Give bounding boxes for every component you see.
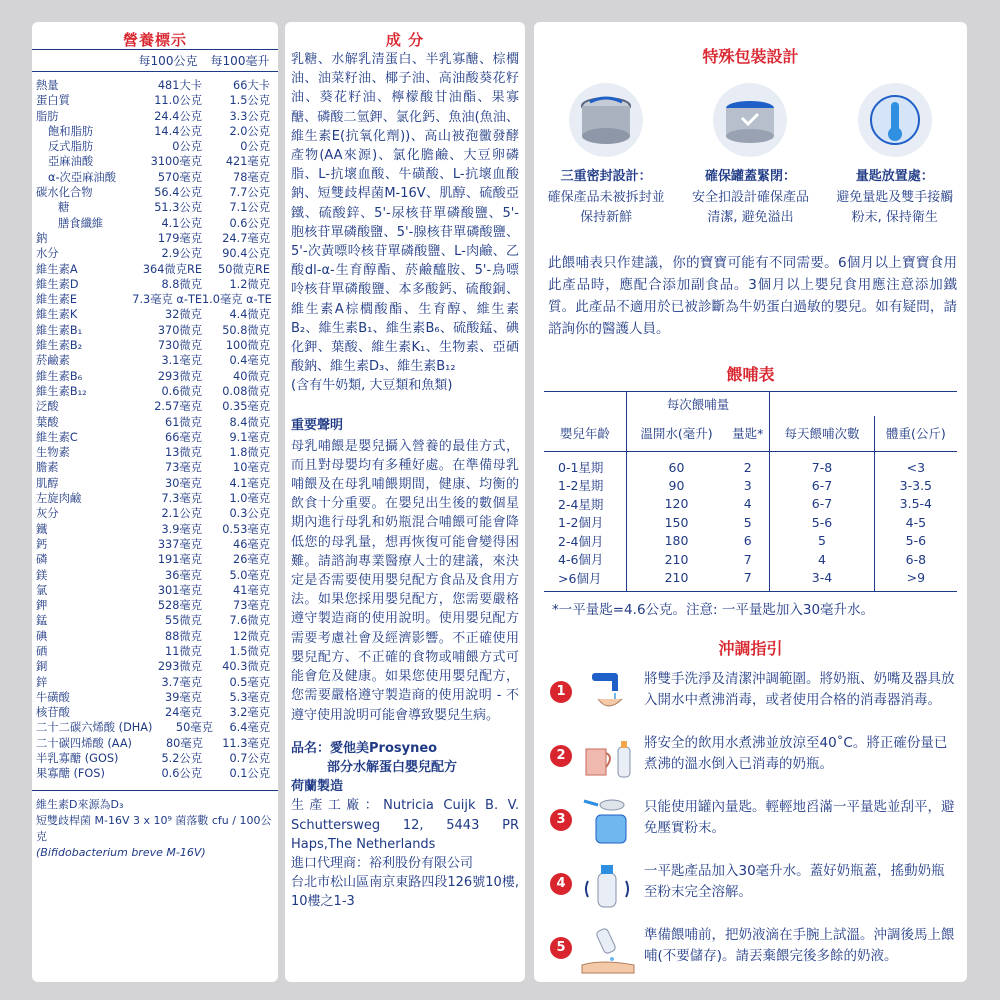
- table-cell: 6-7: [770, 476, 874, 495]
- per-100ml-value: 1.5公克: [229, 94, 270, 108]
- per-100ml-value: 1.8微克: [229, 446, 270, 460]
- nutrient-name: 牛磺酸: [36, 690, 70, 704]
- nutrition-row: [36, 720, 274, 735]
- nutrient-name: 鈉: [36, 231, 48, 245]
- nutrition-row: [36, 522, 274, 537]
- per-100g-value: 0.6微克: [161, 384, 202, 398]
- usage-panel: [534, 22, 967, 982]
- nutrition-row: [36, 78, 274, 93]
- per-100g-value: 2.1公克: [161, 507, 202, 521]
- feature-desc: 避免量匙及雙手接觸粉末, 保持衛生: [836, 190, 954, 225]
- table-header: 嬰兒年齡: [544, 416, 626, 452]
- per-100g-value: 50毫克: [175, 721, 213, 735]
- nutrient-name: 鉀: [36, 599, 48, 613]
- step-text: 準備餵哺前，把奶液滴在手腕上試溫。沖調後馬上餵哺(不要儲存)。請丟棄餵完後多餘的奶液。: [644, 926, 955, 964]
- per-100ml-value: 421毫克: [225, 155, 270, 169]
- step-text: 只能使用罐內量匙。輕輕地舀滿一平量匙並刮平，避免壓實粉末。: [644, 798, 955, 836]
- per-100g-value: 73毫克: [165, 461, 202, 475]
- made-in: 荷蘭製造: [291, 779, 344, 795]
- nutrition-row: [36, 399, 274, 414]
- nutrient-name: 鎂: [36, 568, 48, 582]
- per-100g-value: 3.7毫克: [161, 675, 202, 689]
- nutrient-name: 生物素: [36, 446, 70, 460]
- per-100ml-value: 100微克: [225, 339, 270, 353]
- nutrition-title: 營養標示: [32, 22, 278, 50]
- nutrient-name: 左旋肉鹼: [36, 492, 82, 506]
- feeding-advice: 此餵哺表只作建議，你的寶寶可能有不同需要。6個月以上寶寶食用此產品時，應配合添加副食品。3個月以上嬰兒食用應注意添加鐵質。此產品不適用於已被診斷為牛奶蛋白過敏的嬰兒。如有疑問，請諮詢你的醫護人員。: [548, 255, 957, 337]
- nutrition-row: [36, 751, 274, 766]
- nutrient-name: 維生素B₆: [36, 369, 83, 383]
- table-header: 溫開水(毫升): [640, 426, 713, 442]
- nutrition-panel: [32, 22, 278, 982]
- nutrition-row: [36, 552, 274, 567]
- table-cell: >6個月: [544, 569, 626, 592]
- prep-step: [534, 669, 967, 719]
- per-100ml-header: 每100毫升: [210, 54, 270, 68]
- nutrition-row: [36, 154, 274, 169]
- handwash-tap-icon: [578, 669, 638, 719]
- nutrition-row: [36, 384, 274, 399]
- nutrition-row: [36, 277, 274, 292]
- prep-steps: [534, 669, 967, 975]
- nutrient-name: 鐵: [36, 522, 48, 536]
- feeding-table: [544, 391, 957, 592]
- nutrition-row: [36, 307, 274, 322]
- shake-bottle-icon: [578, 861, 638, 911]
- nutrition-row: [36, 644, 274, 659]
- per-100ml-value: 6.4毫克: [229, 721, 270, 735]
- nutrient-name: 飽和脂肪: [48, 124, 94, 138]
- table-row: [544, 532, 957, 551]
- per-100g-header: 每100公克: [138, 54, 198, 68]
- table-cell: 90: [668, 477, 685, 493]
- table-cell: 3-3.5: [899, 477, 933, 493]
- per-100ml-value: 73毫克: [233, 599, 270, 613]
- scoop-level-icon: [578, 797, 638, 847]
- nutrition-row: [36, 690, 274, 705]
- packaging-feature: [546, 83, 666, 228]
- nutrition-row: [36, 675, 274, 690]
- product-name: [285, 739, 525, 758]
- per-100g-value: 364微克RE: [142, 262, 202, 276]
- per-100g-value: 14.4公克: [154, 124, 202, 138]
- nutrient-name: 碘: [36, 629, 48, 643]
- per-100ml-value: 5.3毫克: [229, 690, 270, 704]
- table-cell: 210: [626, 569, 726, 592]
- table-cell: 4-6個月: [544, 550, 626, 569]
- ingredients-panel: [285, 22, 525, 982]
- per-100ml-value: 1.0毫克 α-TE: [202, 293, 272, 307]
- nutrition-row: [36, 506, 274, 521]
- per-100ml-value: 1.2微克: [229, 277, 270, 291]
- per-100g-value: 528毫克: [157, 599, 202, 613]
- per-100ml-value: 1.5微克: [229, 644, 270, 658]
- feature-title: 確保罐蓋緊閉：: [704, 169, 796, 184]
- table-row: [544, 513, 957, 532]
- nutrition-row: [36, 629, 274, 644]
- feeding-rows: [544, 452, 957, 592]
- nutrition-row: [36, 170, 274, 185]
- table-cell: 3: [726, 476, 770, 495]
- per-100ml-value: 66大卡: [233, 79, 270, 92]
- per-100ml-value: 50.8微克: [222, 323, 270, 337]
- nutrition-row: [36, 338, 274, 353]
- step-number: 1: [550, 681, 572, 703]
- nutrition-row: [36, 185, 274, 200]
- per-100ml-value: 0.3公克: [229, 507, 270, 521]
- table-cell: 7: [726, 550, 770, 569]
- nutrition-row: [36, 124, 274, 139]
- step-text: 將安全的飲用水煮沸並放涼至40˚C。將正確份量已煮沸的溫水倒入已消毒的奶瓶。: [644, 734, 948, 772]
- per-100g-value: 66毫克: [165, 430, 202, 444]
- nutrient-name: 維生素C: [36, 430, 78, 444]
- table-row: [544, 550, 957, 569]
- per-100ml-value: 0公克: [240, 140, 270, 154]
- per-100g-value: 39毫克: [165, 690, 202, 704]
- nutrition-row: [36, 369, 274, 384]
- product-subtitle: 部分水解蛋白嬰兒配方: [327, 759, 458, 775]
- nutrient-name: 水分: [36, 247, 59, 261]
- nutrient-name: 脂肪: [36, 109, 59, 123]
- table-cell: 5: [726, 513, 770, 532]
- per-100g-value: 5.2公克: [161, 752, 202, 766]
- nutrient-name: 維生素K: [36, 308, 78, 322]
- per-100ml-value: 3.3公克: [229, 109, 270, 123]
- per-100ml-value: 0.1公克: [229, 767, 270, 781]
- per-100ml-value: 3.2毫克: [229, 706, 270, 720]
- prep-step: [534, 861, 967, 911]
- per-100ml-value: 7.6微克: [229, 614, 270, 628]
- per-100ml-value: 7.7公克: [229, 186, 270, 200]
- table-header: 體重(公斤): [885, 426, 946, 442]
- per-100g-value: 8.8微克: [161, 277, 202, 291]
- per-100ml-value: 0.4毫克: [229, 354, 270, 368]
- nutrient-name: 碳水化合物: [36, 186, 93, 200]
- per-100ml-value: 9.1毫克: [229, 430, 270, 444]
- nutrition-row: [36, 415, 274, 430]
- nutrition-row: [36, 109, 274, 124]
- nutrition-row: [36, 476, 274, 491]
- nutrient-name: 維生素A: [36, 262, 78, 276]
- table-cell: <3: [906, 459, 926, 475]
- nutrient-name: 維生素E: [36, 293, 78, 307]
- table-cell: 4-5: [905, 514, 927, 530]
- per-100g-value: 3.9毫克: [161, 522, 202, 536]
- nutrient-name: 亞麻油酸: [48, 155, 94, 169]
- per-100g-value: 179毫克: [157, 231, 202, 245]
- importer: 進口代理商：裕利股份有限公司: [291, 855, 474, 871]
- table-cell: 6-7: [770, 495, 874, 514]
- nutrient-name: 銅: [36, 660, 48, 674]
- step-number: 4: [550, 873, 572, 895]
- nutrition-row: [36, 736, 274, 751]
- per-100g-value: 3.1毫克: [161, 354, 202, 368]
- allergen-note: (含有牛奶類, 大豆類和魚類): [291, 378, 453, 394]
- per-100g-value: 55微克: [165, 614, 202, 628]
- per-100ml-value: 10毫克: [233, 461, 270, 475]
- nutrient-name: 膳食纖維: [58, 216, 104, 230]
- per-100g-value: 51.3公克: [154, 201, 202, 215]
- nutrition-row: [36, 139, 274, 154]
- per-100g-value: 88微克: [165, 629, 202, 643]
- per-100ml-value: 26毫克: [233, 553, 270, 567]
- step-number: 5: [550, 937, 572, 959]
- scoop-holder-icon: [858, 83, 932, 157]
- nutrient-name: 膽素: [36, 461, 59, 475]
- nutrient-name: 泛酸: [36, 400, 59, 414]
- per-100g-value: 11微克: [165, 644, 202, 658]
- per-100g-value: 7.3毫克: [161, 492, 202, 506]
- lid-lock-icon: [713, 83, 787, 157]
- per-100ml-value: 0.7公克: [229, 752, 270, 766]
- table-cell: 180: [664, 533, 689, 549]
- nutrient-name: 鈣: [36, 537, 48, 551]
- per-100g-value: 11.0公克: [154, 94, 202, 108]
- step-text: 一平匙產品加入30毫升水。蓋好奶瓶蓋，搖動奶瓶至粉末完全溶解。: [644, 862, 945, 900]
- per-100g-value: 24.4公克: [154, 109, 202, 123]
- nutrient-name: 磷: [36, 553, 48, 567]
- nutrient-name: 灰分: [36, 507, 59, 521]
- prep-step: [534, 797, 967, 847]
- sealed-can-icon: [569, 83, 643, 157]
- per-100ml-value: 40微克: [233, 369, 270, 383]
- table-header: 量匙*: [726, 416, 770, 452]
- packaging-feature: [690, 83, 810, 228]
- packaging-features: [534, 67, 967, 228]
- notice-title: 重要聲明: [291, 417, 344, 433]
- nutrient-name: 熱量: [36, 79, 59, 92]
- ingredients-title: 成 分: [385, 31, 425, 49]
- wrist-test-icon: [578, 925, 638, 975]
- per-100g-value: 32微克: [165, 308, 202, 322]
- nutrition-row: [36, 93, 274, 108]
- per-100g-value: 56.4公克: [154, 186, 202, 200]
- nutrient-name: 氯: [36, 583, 48, 597]
- product-brand: 愛他美Prosyneo: [330, 740, 438, 756]
- per-100g-value: 13微克: [165, 446, 202, 460]
- table-cell: 7: [726, 569, 770, 592]
- step-number: 2: [550, 745, 572, 767]
- table-cell: 1-2星期: [544, 476, 626, 495]
- per-100ml-value: 0.53毫克: [222, 522, 270, 536]
- probiotic-name: (Bifidobacterium breve M-16V): [36, 845, 206, 859]
- feature-desc: 確保產品未被拆封並保持新鮮: [547, 190, 665, 225]
- per-100ml-value: 24.7毫克: [222, 231, 270, 245]
- per-100g-value: 36毫克: [165, 568, 202, 582]
- per-100g-value: 30毫克: [165, 476, 202, 490]
- per-100ml-value: 2.0公克: [229, 124, 270, 138]
- per-100ml-value: 40.3微克: [222, 660, 270, 674]
- table-cell: 3-4: [770, 569, 874, 592]
- vitamin-d-source: 維生素D來源為D₃: [36, 797, 124, 811]
- nutrition-row: [36, 216, 274, 231]
- nutrient-name: 維生素D: [36, 277, 79, 291]
- nutrient-name: 菸鹼素: [36, 354, 70, 368]
- per-feed-header: 每次餵哺量: [626, 392, 770, 416]
- nutrition-row: [36, 292, 274, 307]
- per-100ml-value: 0.08微克: [222, 384, 270, 398]
- nutrient-name: 二十碳四烯酸 (AA): [36, 736, 132, 750]
- nutrient-name: 維生素B₁₂: [36, 384, 87, 398]
- per-100g-value: 3100毫克: [150, 155, 202, 169]
- table-cell: 2-4個月: [544, 532, 626, 551]
- per-100g-value: 301毫克: [157, 583, 202, 597]
- per-100ml-value: 1.0毫克: [229, 492, 270, 506]
- table-cell: 5-6: [770, 513, 874, 532]
- nutrition-row: [36, 705, 274, 720]
- per-100g-value: 0公克: [172, 140, 202, 154]
- per-100ml-value: 0.6公克: [229, 216, 270, 230]
- nutrition-header: [32, 50, 278, 72]
- table-row: [544, 452, 957, 477]
- per-100g-value: 2.9公克: [161, 247, 202, 261]
- nutrient-name: 糖: [58, 201, 70, 215]
- table-cell: 2: [726, 452, 770, 477]
- nutrition-row: [36, 537, 274, 552]
- packaging-feature: [835, 83, 955, 228]
- importer-address: 台北市松山區南京東路四段126號10樓, 10樓之1-3: [291, 875, 519, 910]
- step-text: 將雙手洗淨及清潔沖調範圍。將奶瓶、奶嘴及器具放入開水中煮沸消毒，或者使用合格的消毒器消毒。: [644, 670, 955, 708]
- nutrition-row: [36, 766, 274, 781]
- per-100g-value: 0.6公克: [161, 767, 202, 781]
- per-100ml-value: 4.1毫克: [229, 476, 270, 490]
- nutrition-row: [36, 659, 274, 674]
- table-row: [544, 476, 957, 495]
- table-cell: 210: [664, 551, 689, 567]
- nutrient-name: 反式脂肪: [48, 140, 94, 154]
- per-100ml-value: 5.0毫克: [229, 568, 270, 582]
- per-100g-value: 730微克: [157, 339, 202, 353]
- nutrient-name: 硒: [36, 644, 48, 658]
- prep-step: [534, 733, 967, 783]
- ingredients-text: 乳糖、水解乳清蛋白、半乳寡醣、棕櫚油、油菜籽油、椰子油、高油酸葵花籽油、葵花籽油、檸檬酸甘油酯、果寡醣、磷酸二氫鉀、氯化鈣、魚油(魚油、維生素E(抗氧化劑))、高山被孢黴發酵產物(AA來源)、氯化膽鹼、大豆卵磷脂、L-抗壞血酸、牛磺酸、L-抗壞血酸鈉、短雙歧桿菌M-16V、肌醇、硫酸亞鐵、硫酸鋅、5'-尿核苷單磷酸鹽、5'-胞核苷單磷酸鹽、5'-腺核苷單磷酸鹽、5'-次黃嘌呤核苷單磷酸鹽、L-肉鹼、乙酸dl-α-生育醇酯、菸鹼醯胺、5'-鳥嘌呤核苷單磷酸鹽、本多酸鈣、硫酸銅、維生素A棕櫚酸酯、生育醇、維生素B₂、維生素B₁、維生素B₆、硫酸錳、碘化鉀、葉酸、維生素K₁、生物素、亞硒酸鈉、維生素D₃、維生素B₁₂: [291, 52, 519, 375]
- nutrient-name: 核苷酸: [36, 706, 70, 720]
- per-100ml-value: 7.1公克: [229, 201, 270, 215]
- table-row: [544, 569, 957, 592]
- nutrition-rows: [32, 72, 278, 782]
- nutrition-row: [36, 598, 274, 613]
- nutrition-row: [36, 583, 274, 598]
- per-100g-value: 481大卡: [157, 79, 202, 92]
- table-cell: 1-2個月: [544, 513, 626, 532]
- per-100ml-value: 12微克: [233, 629, 270, 643]
- per-100g-value: 24毫克: [165, 706, 202, 720]
- nutrition-row: [36, 568, 274, 583]
- per-100g-value: 293微克: [157, 660, 202, 674]
- table-header: 每天餵哺次數: [770, 416, 874, 452]
- table-cell: 4: [770, 550, 874, 569]
- nutrient-name: 二十二碳六烯酸 (DHA): [36, 721, 153, 735]
- nutrition-row: [36, 246, 274, 261]
- product-label: 品名：: [291, 740, 331, 756]
- nutrient-name: 半乳寡醣 (GOS): [36, 752, 119, 766]
- feature-title: 量匙放置處：: [855, 169, 934, 184]
- nutrient-name: 維生素B₁: [36, 323, 83, 337]
- nutrient-name: 錳: [36, 614, 48, 628]
- per-100ml-value: 78毫克: [233, 170, 270, 184]
- nutrition-footnote: [32, 790, 278, 861]
- per-100g-value: 80毫克: [165, 736, 203, 750]
- step-number: 3: [550, 809, 572, 831]
- nutrient-name: 肌醇: [36, 476, 59, 490]
- scoop-note: *一平量匙=4.6公克。注意: 一平量匙加入30毫升水。: [552, 601, 875, 618]
- feature-title: 三重密封設計：: [560, 169, 652, 184]
- notice-text: 母乳哺餵是嬰兒攝入營養的最佳方式，而且對母嬰均有多種好處。在準備母乳哺餵及在母乳哺餵期間，健康、均衡的飲食十分重要。在嬰兒出生後的數個星期內進行母乳和奶瓶混合哺餵可能會降低您的母乳量，想再恢復可能會變得困難。請諮詢專業醫療人士的建議，來決定是否需要使用嬰兒配方食品及食用方法。如果您採用嬰兒配方，您需要嚴格遵守製造商的使用說明。使用嬰兒配方需要考慮社會及經濟影響。不正確使用嬰兒配方、不正確的食物或哺餵方式可能會危及健康。如果您使用嬰兒配方，您需要嚴格遵守製造商的使用說明 - 不遵守使用說明可能會導致嬰兒生病。: [291, 438, 519, 723]
- table-cell: 0-1星期: [544, 452, 626, 477]
- per-100ml-value: 46毫克: [233, 537, 270, 551]
- table-cell: 120: [664, 496, 689, 512]
- table-cell: 5-6: [905, 533, 927, 549]
- table-cell: 2-4星期: [544, 495, 626, 514]
- per-100ml-value: 90.4公克: [222, 247, 270, 261]
- nutrient-name: α-次亞麻油酸: [48, 170, 117, 184]
- table-cell: 3.5-4: [899, 496, 933, 512]
- per-100ml-value: 8.4微克: [229, 415, 270, 429]
- nutrition-row: [36, 460, 274, 475]
- nutrition-row: [36, 430, 274, 445]
- feature-desc: 安全扣設計確保產品清潔, 避免溢出: [691, 190, 809, 225]
- per-100g-value: 2.57毫克: [154, 400, 202, 414]
- per-100g-value: 370微克: [157, 323, 202, 337]
- per-100ml-value: 0.35毫克: [222, 400, 270, 414]
- packaging-title: 特殊包裝設計: [702, 47, 799, 66]
- probiotic-count: 短雙歧桿菌 M-16V 3 x 10⁹ 菌落數 cfu / 100公克: [36, 813, 272, 843]
- table-cell: 150: [664, 514, 689, 530]
- per-100ml-value: 41毫克: [233, 583, 270, 597]
- per-100g-value: 4.1公克: [161, 216, 202, 230]
- table-row: [544, 495, 957, 514]
- table-cell: 60: [668, 459, 685, 475]
- nutrition-row: [36, 353, 274, 368]
- prep-step: [534, 925, 967, 975]
- per-100ml-value: 4.4微克: [229, 308, 270, 322]
- nutrient-name: 葉酸: [36, 415, 59, 429]
- table-cell: 6-8: [905, 551, 927, 567]
- nutrition-row: [36, 231, 274, 246]
- table-cell: 5: [770, 532, 874, 551]
- nutrient-name: 鋅: [36, 675, 48, 689]
- table-cell: 6: [726, 532, 770, 551]
- table-cell: >9: [874, 569, 957, 592]
- per-100g-value: 7.3毫克 α-TE: [132, 293, 202, 307]
- per-100ml-value: 11.3毫克: [222, 736, 270, 750]
- nutrition-row: [36, 491, 274, 506]
- per-100g-value: 293微克: [157, 369, 202, 383]
- kettle-bottle-icon: [578, 733, 638, 783]
- table-cell: 4: [726, 495, 770, 514]
- nutrition-row: [36, 200, 274, 215]
- per-100g-value: 337毫克: [157, 537, 202, 551]
- per-100g-value: 61微克: [165, 415, 202, 429]
- per-100g-value: 191毫克: [157, 553, 202, 567]
- nutrition-row: [36, 613, 274, 628]
- nutrition-row: [36, 445, 274, 460]
- feeding-title: 餵哺表: [726, 365, 775, 384]
- manufacturer: 生產工廠：Nutricia Cuijk B. V. Schuttersweg 12, 5443 PR Haps,The Netherlands: [291, 798, 519, 852]
- prep-title: 沖調指引: [718, 638, 783, 658]
- nutrient-name: 蛋白質: [36, 94, 70, 108]
- per-100ml-value: 0.5毫克: [229, 675, 270, 689]
- nutrient-name: 果寡醣 (FOS): [36, 767, 105, 781]
- per-100ml-value: 50微克RE: [218, 262, 270, 276]
- table-cell: 7-8: [770, 452, 874, 477]
- per-100g-value: 570毫克: [157, 170, 202, 184]
- nutrition-row: [36, 262, 274, 277]
- nutrition-row: [36, 323, 274, 338]
- nutrient-name: 維生素B₂: [36, 339, 83, 353]
